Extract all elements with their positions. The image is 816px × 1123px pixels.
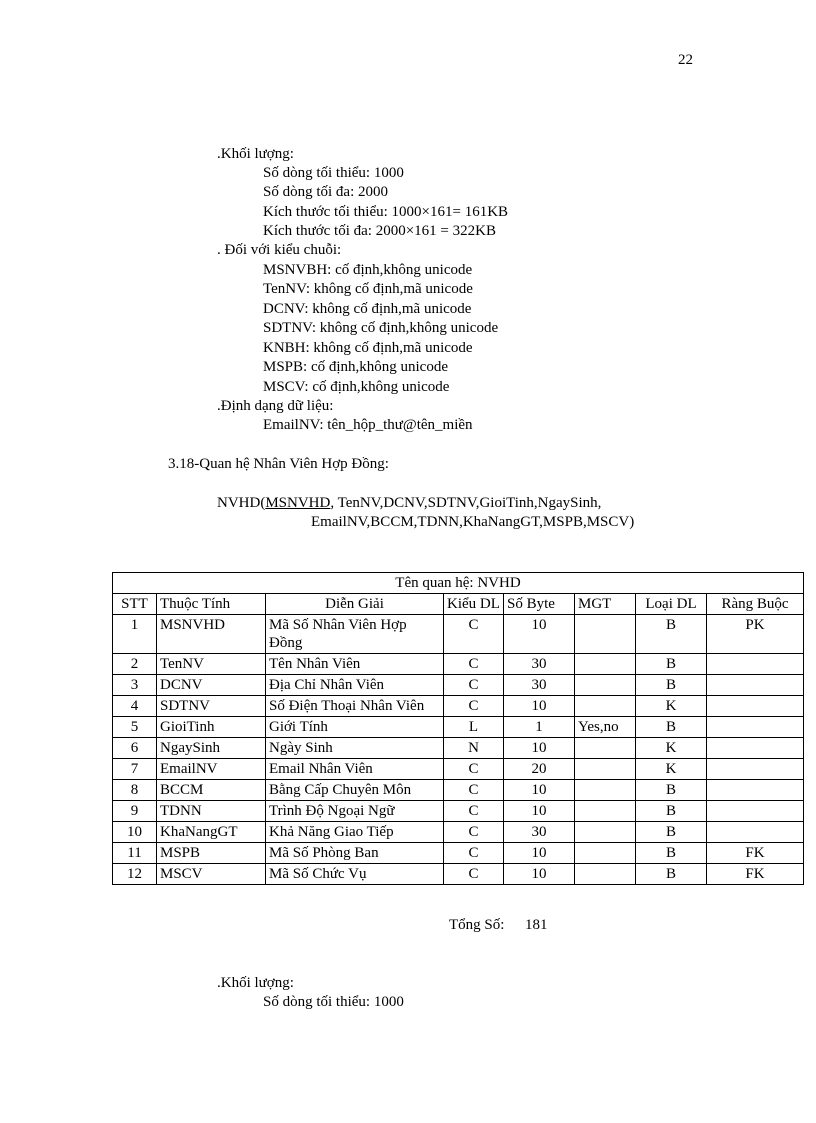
cell-attribute: TDNN bbox=[157, 801, 266, 822]
cell-constraint: PK bbox=[707, 615, 804, 654]
cell-type: C bbox=[444, 801, 504, 822]
column-header: Ràng Buộc bbox=[707, 594, 804, 615]
cell-mgt bbox=[575, 843, 636, 864]
cell-bytes: 10 bbox=[504, 864, 575, 885]
cell-type: N bbox=[444, 738, 504, 759]
cell-bytes: 10 bbox=[504, 843, 575, 864]
cell-attribute: NgaySinh bbox=[157, 738, 266, 759]
cell-attribute: BCCM bbox=[157, 780, 266, 801]
cell-type: C bbox=[444, 675, 504, 696]
cell-stt: 1 bbox=[113, 615, 157, 654]
cell-bytes: 10 bbox=[504, 801, 575, 822]
cell-type: C bbox=[444, 615, 504, 654]
string-type-line: MSPB: cố định,không unicode bbox=[263, 359, 449, 375]
table-title-row bbox=[113, 573, 804, 594]
cell-mgt bbox=[575, 759, 636, 780]
table-row bbox=[113, 615, 804, 654]
table-header-row bbox=[113, 594, 804, 615]
cell-description: Giới Tính bbox=[266, 717, 444, 738]
total-value: 181 bbox=[525, 917, 548, 933]
cell-mgt bbox=[575, 801, 636, 822]
cell-mgt: Yes,no bbox=[575, 717, 636, 738]
schema-attributes: , TenNV,DCNV,SDTNV,GioiTinh,NgaySinh, bbox=[330, 495, 602, 511]
cell-attribute: EmailNV bbox=[157, 759, 266, 780]
relation-schema-continued: EmailNV,BCCM,TDNN,KhaNangGT,MSPB,MSCV) bbox=[311, 514, 635, 530]
cell-type: C bbox=[444, 780, 504, 801]
cell-constraint bbox=[707, 780, 804, 801]
table-row bbox=[113, 738, 804, 759]
column-header: Kiểu DL bbox=[444, 594, 504, 615]
cell-constraint bbox=[707, 675, 804, 696]
cell-attribute: SDTNV bbox=[157, 696, 266, 717]
column-header: Thuộc Tính bbox=[157, 594, 266, 615]
table-row bbox=[113, 843, 804, 864]
cell-data-kind: B bbox=[636, 615, 707, 654]
data-format-heading: .Định dạng dữ liệu: bbox=[217, 398, 334, 414]
cell-description: Email Nhân Viên bbox=[266, 759, 444, 780]
cell-attribute: MSPB bbox=[157, 843, 266, 864]
cell-constraint: FK bbox=[707, 864, 804, 885]
schema-primary-key: MSNVHD bbox=[265, 495, 331, 511]
column-header: Diễn Giải bbox=[266, 594, 444, 615]
cell-description: Bằng Cấp Chuyên Môn bbox=[266, 780, 444, 801]
cell-data-kind: B bbox=[636, 780, 707, 801]
cell-constraint bbox=[707, 696, 804, 717]
cell-bytes: 10 bbox=[504, 615, 575, 654]
cell-description: Tên Nhân Viên bbox=[266, 654, 444, 675]
volume-line: Số dòng tối thiểu: 1000 bbox=[263, 994, 404, 1010]
cell-attribute: GioiTinh bbox=[157, 717, 266, 738]
cell-stt: 11 bbox=[113, 843, 157, 864]
cell-attribute: DCNV bbox=[157, 675, 266, 696]
cell-type: C bbox=[444, 696, 504, 717]
cell-type: C bbox=[444, 759, 504, 780]
cell-data-kind: B bbox=[636, 843, 707, 864]
cell-constraint bbox=[707, 759, 804, 780]
cell-data-kind: B bbox=[636, 822, 707, 843]
cell-type: C bbox=[444, 864, 504, 885]
string-type-line: SDTNV: không cố định,không unicode bbox=[263, 320, 499, 336]
string-type-heading: . Đối với kiểu chuỗi: bbox=[217, 242, 342, 258]
cell-mgt bbox=[575, 738, 636, 759]
cell-type: L bbox=[444, 717, 504, 738]
table-row bbox=[113, 780, 804, 801]
table-body bbox=[113, 615, 804, 885]
cell-description: Mã Số Chức Vụ bbox=[266, 864, 444, 885]
string-type-line: KNBH: không cố định,mã unicode bbox=[263, 340, 473, 356]
cell-data-kind: B bbox=[636, 654, 707, 675]
cell-constraint: FK bbox=[707, 843, 804, 864]
cell-stt: 6 bbox=[113, 738, 157, 759]
table-row bbox=[113, 675, 804, 696]
cell-attribute: KhaNangGT bbox=[157, 822, 266, 843]
volume-line: Số dòng tối thiểu: 1000 bbox=[263, 165, 404, 181]
cell-stt: 10 bbox=[113, 822, 157, 843]
schema-prefix: NVHD( bbox=[217, 495, 266, 511]
cell-data-kind: K bbox=[636, 738, 707, 759]
data-format-line: EmailNV: tên_hộp_thư@tên_miền bbox=[263, 417, 473, 433]
cell-stt: 8 bbox=[113, 780, 157, 801]
cell-constraint bbox=[707, 822, 804, 843]
page-number: 22 bbox=[678, 52, 693, 68]
cell-type: C bbox=[444, 822, 504, 843]
volume-heading: .Khối lượng: bbox=[217, 146, 294, 162]
cell-data-kind: B bbox=[636, 864, 707, 885]
relation-schema bbox=[217, 494, 601, 514]
cell-type: C bbox=[444, 843, 504, 864]
cell-description: Khả Năng Giao Tiếp bbox=[266, 822, 444, 843]
cell-attribute: MSNVHD bbox=[157, 615, 266, 654]
volume-line: Kích thước tối thiểu: 1000×161= 161KB bbox=[263, 204, 509, 220]
cell-constraint bbox=[707, 738, 804, 759]
cell-stt: 3 bbox=[113, 675, 157, 696]
cell-stt: 5 bbox=[113, 717, 157, 738]
cell-bytes: 10 bbox=[504, 738, 575, 759]
cell-description: Địa Chỉ Nhân Viên bbox=[266, 675, 444, 696]
cell-mgt bbox=[575, 780, 636, 801]
cell-attribute: MSCV bbox=[157, 864, 266, 885]
cell-bytes: 1 bbox=[504, 717, 575, 738]
cell-bytes: 10 bbox=[504, 780, 575, 801]
cell-stt: 7 bbox=[113, 759, 157, 780]
table-row bbox=[113, 801, 804, 822]
cell-constraint bbox=[707, 801, 804, 822]
cell-bytes: 30 bbox=[504, 822, 575, 843]
volume-line: Số dòng tối đa: 2000 bbox=[263, 184, 389, 200]
cell-bytes: 30 bbox=[504, 675, 575, 696]
total-label: Tổng Số: bbox=[449, 917, 505, 933]
table-row bbox=[113, 822, 804, 843]
cell-constraint bbox=[707, 717, 804, 738]
column-header: Loại DL bbox=[636, 594, 707, 615]
table-title: Tên quan hệ: NVHD bbox=[113, 573, 804, 594]
cell-stt: 12 bbox=[113, 864, 157, 885]
volume-line: Kích thước tối đa: 2000×161 = 322KB bbox=[263, 223, 496, 239]
cell-description: Trình Độ Ngoại Ngữ bbox=[266, 801, 444, 822]
cell-mgt bbox=[575, 615, 636, 654]
cell-description: Số Điện Thoại Nhân Viên bbox=[266, 696, 444, 717]
cell-description: Mã Số Phòng Ban bbox=[266, 843, 444, 864]
volume-heading: .Khối lượng: bbox=[217, 975, 294, 991]
section-heading: 3.18-Quan hệ Nhân Viên Hợp Đồng: bbox=[168, 456, 389, 472]
string-type-line: DCNV: không cố định,mã unicode bbox=[263, 301, 472, 317]
cell-mgt bbox=[575, 675, 636, 696]
attribute-table bbox=[112, 572, 804, 885]
cell-constraint bbox=[707, 654, 804, 675]
table-row bbox=[113, 654, 804, 675]
cell-data-kind: K bbox=[636, 759, 707, 780]
column-header: MGT bbox=[575, 594, 636, 615]
string-type-line: TenNV: không cố định,mã unicode bbox=[263, 281, 473, 297]
table-row bbox=[113, 717, 804, 738]
string-type-line: MSCV: cố định,không unicode bbox=[263, 379, 450, 395]
cell-mgt bbox=[575, 696, 636, 717]
table-row bbox=[113, 864, 804, 885]
cell-description: Mã Số Nhân Viên Hợp Đồng bbox=[266, 615, 444, 654]
table-row bbox=[113, 759, 804, 780]
cell-mgt bbox=[575, 654, 636, 675]
column-header: Số Byte bbox=[504, 594, 575, 615]
cell-type: C bbox=[444, 654, 504, 675]
column-header: STT bbox=[113, 594, 157, 615]
cell-description: Ngày Sinh bbox=[266, 738, 444, 759]
table-row bbox=[113, 696, 804, 717]
cell-mgt bbox=[575, 822, 636, 843]
cell-mgt bbox=[575, 864, 636, 885]
cell-stt: 4 bbox=[113, 696, 157, 717]
cell-bytes: 10 bbox=[504, 696, 575, 717]
cell-stt: 9 bbox=[113, 801, 157, 822]
cell-stt: 2 bbox=[113, 654, 157, 675]
string-type-line: MSNVBH: cố định,không unicode bbox=[263, 262, 473, 278]
cell-bytes: 20 bbox=[504, 759, 575, 780]
cell-attribute: TenNV bbox=[157, 654, 266, 675]
cell-data-kind: B bbox=[636, 717, 707, 738]
cell-data-kind: K bbox=[636, 696, 707, 717]
cell-bytes: 30 bbox=[504, 654, 575, 675]
cell-data-kind: B bbox=[636, 801, 707, 822]
cell-data-kind: B bbox=[636, 675, 707, 696]
